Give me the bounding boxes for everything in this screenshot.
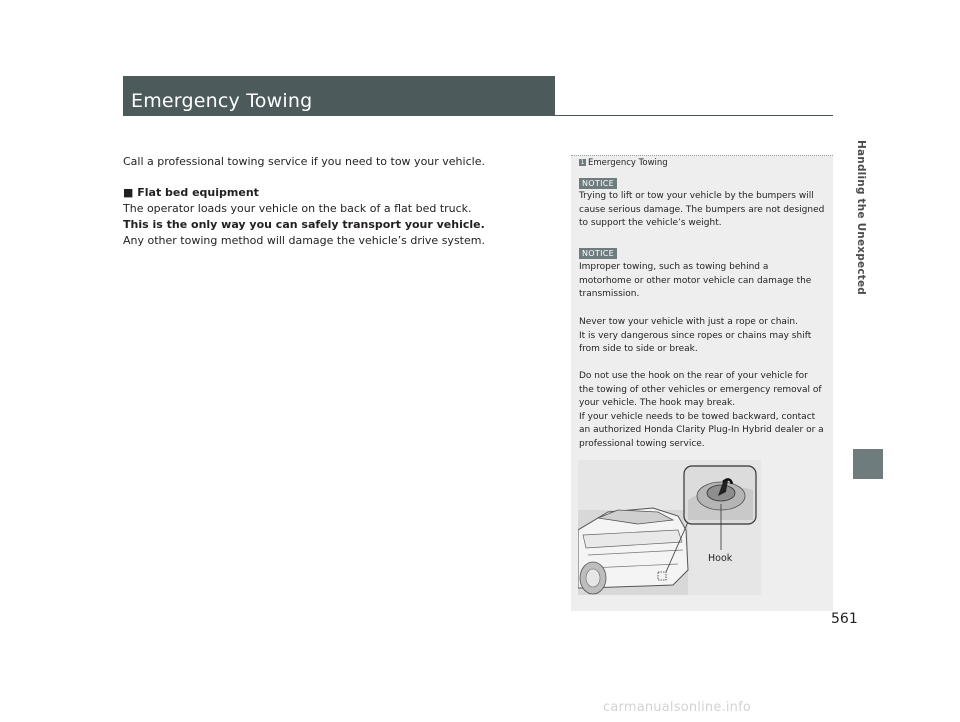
subheading-text: Flat bed equipment: [137, 186, 259, 199]
car-rear-drawing: [578, 460, 761, 595]
title-rule: [123, 115, 833, 116]
intro-text: Call a professional towing service if you need to tow your vehicle.: [123, 155, 485, 168]
para2-line: If your vehicle needs to be towed backward, contact: [579, 411, 816, 422]
body-line-2: This is the only way you can safely transport your vehicle.: [123, 218, 485, 231]
notice2-line: motorhome or other motor vehicle can damage the: [579, 275, 812, 286]
notice-text-2: [579, 261, 827, 302]
notice-text-1: [579, 190, 827, 231]
sidebar-title: [579, 158, 668, 168]
sidebar-paragraph-1: [579, 316, 827, 357]
hook-label: Hook: [708, 553, 733, 564]
notice-badge-1: NOTICE: [579, 178, 617, 189]
watermark: carmanualsonline.info: [603, 700, 752, 715]
notice-badge-2: NOTICE: [579, 248, 617, 259]
para1-line: from side to side or break.: [579, 344, 698, 355]
section-tab-block: [853, 449, 883, 479]
para1-line: Never tow your vehicle with just a rope or chain.: [579, 317, 798, 327]
subheading: [123, 185, 259, 201]
notice2-line: transmission.: [579, 289, 640, 300]
body-line-3: Any other towing method will damage the vehicle’s drive system.: [123, 234, 485, 247]
para2-line: your vehicle. The hook may break.: [579, 398, 736, 409]
tow-hook-illustration: [578, 460, 761, 595]
para1-line: It is very dangerous since ropes or chains may shift: [579, 330, 812, 341]
sidebar-paragraph-2: [579, 370, 827, 452]
notice2-line: Improper towing, such as towing behind a: [579, 262, 769, 272]
reference-icon: 1: [580, 159, 585, 166]
section-tab-label: Handling the Unexpected: [855, 140, 867, 295]
notice1-line: to support the vehicle’s weight.: [579, 218, 722, 229]
para2-line: professional towing service.: [579, 438, 705, 449]
para2-line: the towing of other vehicles or emergency removal of: [579, 384, 822, 395]
sidebar-title-text: Emergency Towing: [588, 158, 668, 168]
para2-line: Do not use the hook on the rear of your vehicle for: [579, 371, 808, 381]
notice1-line: Trying to lift or tow your vehicle by the bumpers will: [579, 191, 814, 201]
square-bullet-icon: ■: [123, 186, 134, 199]
notice1-line: cause serious damage. The bumpers are not designed: [579, 204, 825, 215]
page-title: Emergency Towing: [131, 90, 313, 112]
body-line-1: The operator loads your vehicle on the back of a flat bed truck.: [123, 202, 472, 215]
para2-line: an authorized Honda Clarity Plug-In Hybrid dealer or a: [579, 425, 824, 436]
page-number: 561: [831, 611, 858, 627]
